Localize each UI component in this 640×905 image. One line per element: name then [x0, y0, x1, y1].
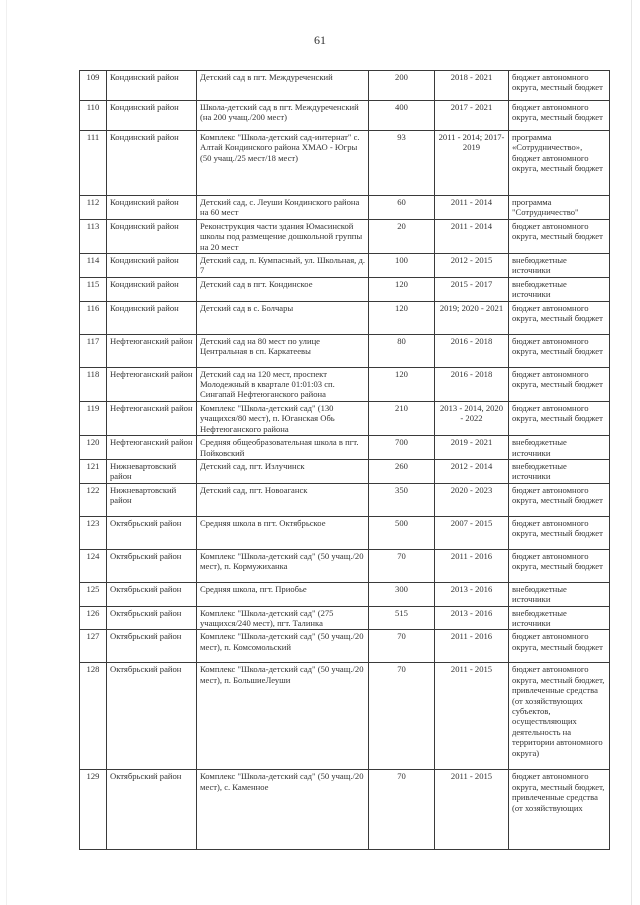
page-number: 61 [314, 33, 326, 47]
cell-district: Нефтеюганский район [107, 334, 197, 367]
cell-district: Нижневартовский район [107, 459, 197, 483]
cell-years: 2016 - 2018 [435, 367, 509, 401]
cell-source: бюджет автономного округа, местный бюджет [509, 219, 610, 253]
cell-source: бюджет автономного округа, местный бюджет [509, 630, 610, 663]
cell-capacity: 60 [369, 196, 435, 220]
cell-num: 117 [80, 334, 107, 367]
cell-num: 118 [80, 367, 107, 401]
cell-num: 116 [80, 301, 107, 334]
cell-object: Реконструкция части здания Юмасинской школы под размещение дошкольной группы на 20 мест [197, 219, 369, 253]
cell-capacity: 70 [369, 770, 435, 850]
cell-district: Кондинский район [107, 219, 197, 253]
cell-capacity: 120 [369, 367, 435, 401]
cell-object: Детский сад в с. Болчары [197, 301, 369, 334]
cell-years: 2011 - 2014 [435, 219, 509, 253]
cell-source: бюджет автономного округа, местный бюджет [509, 334, 610, 367]
cell-source: внебюджетные источники [509, 436, 610, 460]
cell-capacity: 700 [369, 436, 435, 460]
cell-source: внебюджетные источники [509, 254, 610, 278]
cell-district: Октябрьский район [107, 549, 197, 582]
cell-object: Комплекс "Школа-детский сад" (50 учащ./20 мест), п. Комсомольский [197, 630, 369, 663]
table-row [80, 71, 610, 101]
cell-years: 2011 - 2016 [435, 630, 509, 663]
cell-object: Детский сад в пгт. Междуреченский [197, 71, 369, 101]
cell-num: 125 [80, 582, 107, 606]
objects-table [79, 70, 610, 850]
cell-years: 2016 - 2018 [435, 334, 509, 367]
cell-source: внебюджетные источники [509, 582, 610, 606]
cell-source: бюджет автономного округа, местный бюджет, привлеченные средства (от хозяйствующих [509, 770, 610, 850]
cell-num: 123 [80, 516, 107, 549]
cell-source: бюджет автономного округа, местный бюджет [509, 71, 610, 101]
cell-num: 127 [80, 630, 107, 663]
cell-source: бюджет автономного округа, местный бюджет [509, 101, 610, 131]
scan-edge-left [6, 0, 7, 905]
cell-district: Октябрьский район [107, 582, 197, 606]
cell-district: Кондинский район [107, 71, 197, 101]
table-row [80, 483, 610, 516]
cell-capacity: 400 [369, 101, 435, 131]
table-row [80, 367, 610, 401]
cell-capacity: 70 [369, 630, 435, 663]
cell-years: 2017 - 2021 [435, 101, 509, 131]
cell-source: внебюджетные источники [509, 606, 610, 630]
cell-source: внебюджетные источники [509, 277, 610, 301]
cell-capacity: 20 [369, 219, 435, 253]
cell-object: Детский сад, пгт. Новоаганск [197, 483, 369, 516]
cell-capacity: 100 [369, 254, 435, 278]
cell-source: бюджет автономного округа, местный бюджет, привлеченные средства (от хозяйствующих субъектов, осуществляющих деятельность на территории автономного округа) [509, 663, 610, 770]
cell-object: Школа-детский сад в пгт. Междуреченский (на 200 учащ./200 мест) [197, 101, 369, 131]
table-body [80, 71, 610, 850]
table-row [80, 101, 610, 131]
cell-district: Кондинский район [107, 101, 197, 131]
cell-num: 126 [80, 606, 107, 630]
cell-capacity: 350 [369, 483, 435, 516]
cell-num: 124 [80, 549, 107, 582]
table-row [80, 663, 610, 770]
cell-years: 2013 - 2016 [435, 606, 509, 630]
cell-num: 110 [80, 101, 107, 131]
cell-object: Комплекс "Школа-детский сад" (50 учащ./20 мест), п. БольшиеЛеуши [197, 663, 369, 770]
table-row [80, 516, 610, 549]
cell-district: Кондинский район [107, 301, 197, 334]
cell-district: Нефтеюганский район [107, 367, 197, 401]
cell-years: 2011 - 2016 [435, 549, 509, 582]
cell-source: внебюджетные источники [509, 459, 610, 483]
cell-num: 112 [80, 196, 107, 220]
cell-district: Нефтеюганский район [107, 436, 197, 460]
cell-object: Комплекс "Школа-детский сад" (275 учащихся/240 мест), пгт. Талинка [197, 606, 369, 630]
cell-object: Комплекс "Школа-детский сад" (130 учащихся/80 мест), п. Юганская Обь Нефтеюганского района [197, 401, 369, 435]
cell-capacity: 120 [369, 277, 435, 301]
cell-num: 111 [80, 131, 107, 196]
cell-capacity: 210 [369, 401, 435, 435]
cell-source: бюджет автономного округа, местный бюджет [509, 483, 610, 516]
cell-years: 2015 - 2017 [435, 277, 509, 301]
cell-years: 2013 - 2014, 2020 - 2022 [435, 401, 509, 435]
cell-capacity: 260 [369, 459, 435, 483]
cell-district: Октябрьский район [107, 630, 197, 663]
cell-capacity: 300 [369, 582, 435, 606]
cell-source: бюджет автономного округа, местный бюджет [509, 301, 610, 334]
cell-years: 2019 - 2021 [435, 436, 509, 460]
cell-years: 2019; 2020 - 2021 [435, 301, 509, 334]
cell-years: 2012 - 2014 [435, 459, 509, 483]
cell-years: 2012 - 2015 [435, 254, 509, 278]
cell-num: 122 [80, 483, 107, 516]
cell-object: Детский сад на 120 мест, проспект Молодежный в квартале 01:01:03 сп. Сингапай Нефтеюганского района [197, 367, 369, 401]
cell-years: 2011 - 2015 [435, 663, 509, 770]
cell-district: Кондинский район [107, 196, 197, 220]
cell-num: 114 [80, 254, 107, 278]
table-row [80, 459, 610, 483]
cell-num: 113 [80, 219, 107, 253]
cell-years: 2013 - 2016 [435, 582, 509, 606]
cell-years: 2011 - 2015 [435, 770, 509, 850]
cell-district: Нефтеюганский район [107, 401, 197, 435]
cell-district: Октябрьский район [107, 663, 197, 770]
table-row [80, 549, 610, 582]
cell-object: Детский сад, п. Кумпасный, ул. Школьная, д. 7 [197, 254, 369, 278]
cell-object: Детский сад, с. Леуши Кондинского района на 60 мест [197, 196, 369, 220]
cell-num: 120 [80, 436, 107, 460]
cell-num: 121 [80, 459, 107, 483]
table-row [80, 131, 610, 196]
cell-object: Детский сад в пгт. Кондинское [197, 277, 369, 301]
cell-years: 2011 - 2014 [435, 196, 509, 220]
cell-object: Комплекс "Школа-детский сад-интернат" с. Алтай Кондинского района ХМАО - Югры (50 учащ./25 мест/18 мест) [197, 131, 369, 196]
cell-district: Нижневартовский район [107, 483, 197, 516]
cell-capacity: 515 [369, 606, 435, 630]
cell-district: Октябрьский район [107, 770, 197, 850]
cell-object: Детский сад, пгт. Излучинск [197, 459, 369, 483]
cell-source: бюджет автономного округа, местный бюджет [509, 367, 610, 401]
table-row [80, 770, 610, 850]
cell-object: Средняя общеобразовательная школа в пгт. Пойковский [197, 436, 369, 460]
cell-num: 109 [80, 71, 107, 101]
table-row [80, 254, 610, 278]
cell-object: Комплекс "Школа-детский сад" (50 учащ./20 мест), п. Кормужиханка [197, 549, 369, 582]
cell-capacity: 500 [369, 516, 435, 549]
table-row [80, 436, 610, 460]
table-row [80, 277, 610, 301]
cell-object: Средняя школа, пгт. Приобье [197, 582, 369, 606]
cell-source: бюджет автономного округа, местный бюджет [509, 401, 610, 435]
cell-years: 2011 - 2014; 2017-2019 [435, 131, 509, 196]
cell-source: бюджет автономного округа, местный бюджет [509, 549, 610, 582]
cell-years: 2020 - 2023 [435, 483, 509, 516]
cell-years: 2018 - 2021 [435, 71, 509, 101]
table-row [80, 606, 610, 630]
cell-source: программа "Сотрудничество" [509, 196, 610, 220]
cell-district: Октябрьский район [107, 516, 197, 549]
cell-district: Октябрьский район [107, 606, 197, 630]
cell-district: Кондинский район [107, 277, 197, 301]
cell-num: 115 [80, 277, 107, 301]
cell-source: бюджет автономного округа, местный бюджет [509, 516, 610, 549]
cell-years: 2007 - 2015 [435, 516, 509, 549]
table-row [80, 582, 610, 606]
cell-num: 119 [80, 401, 107, 435]
cell-num: 128 [80, 663, 107, 770]
cell-source: программа «Сотрудничество», бюджет автономного округа, местный бюджет [509, 131, 610, 196]
cell-capacity: 120 [369, 301, 435, 334]
cell-capacity: 70 [369, 549, 435, 582]
table-row [80, 401, 610, 435]
cell-district: Кондинский район [107, 131, 197, 196]
table-row [80, 196, 610, 220]
cell-capacity: 93 [369, 131, 435, 196]
cell-capacity: 200 [369, 71, 435, 101]
cell-district: Кондинский район [107, 254, 197, 278]
cell-object: Средняя школа в пгт. Октябрьское [197, 516, 369, 549]
cell-num: 129 [80, 770, 107, 850]
table-row [80, 219, 610, 253]
cell-capacity: 80 [369, 334, 435, 367]
table-row [80, 301, 610, 334]
cell-capacity: 70 [369, 663, 435, 770]
table-row [80, 630, 610, 663]
scan-edge-right [631, 0, 632, 905]
cell-object: Комплекс "Школа-детский сад" (50 учащ./20 мест), с. Каменное [197, 770, 369, 850]
table-row [80, 334, 610, 367]
cell-object: Детский сад на 80 мест по улице Центральная в сп. Каркатеевы [197, 334, 369, 367]
